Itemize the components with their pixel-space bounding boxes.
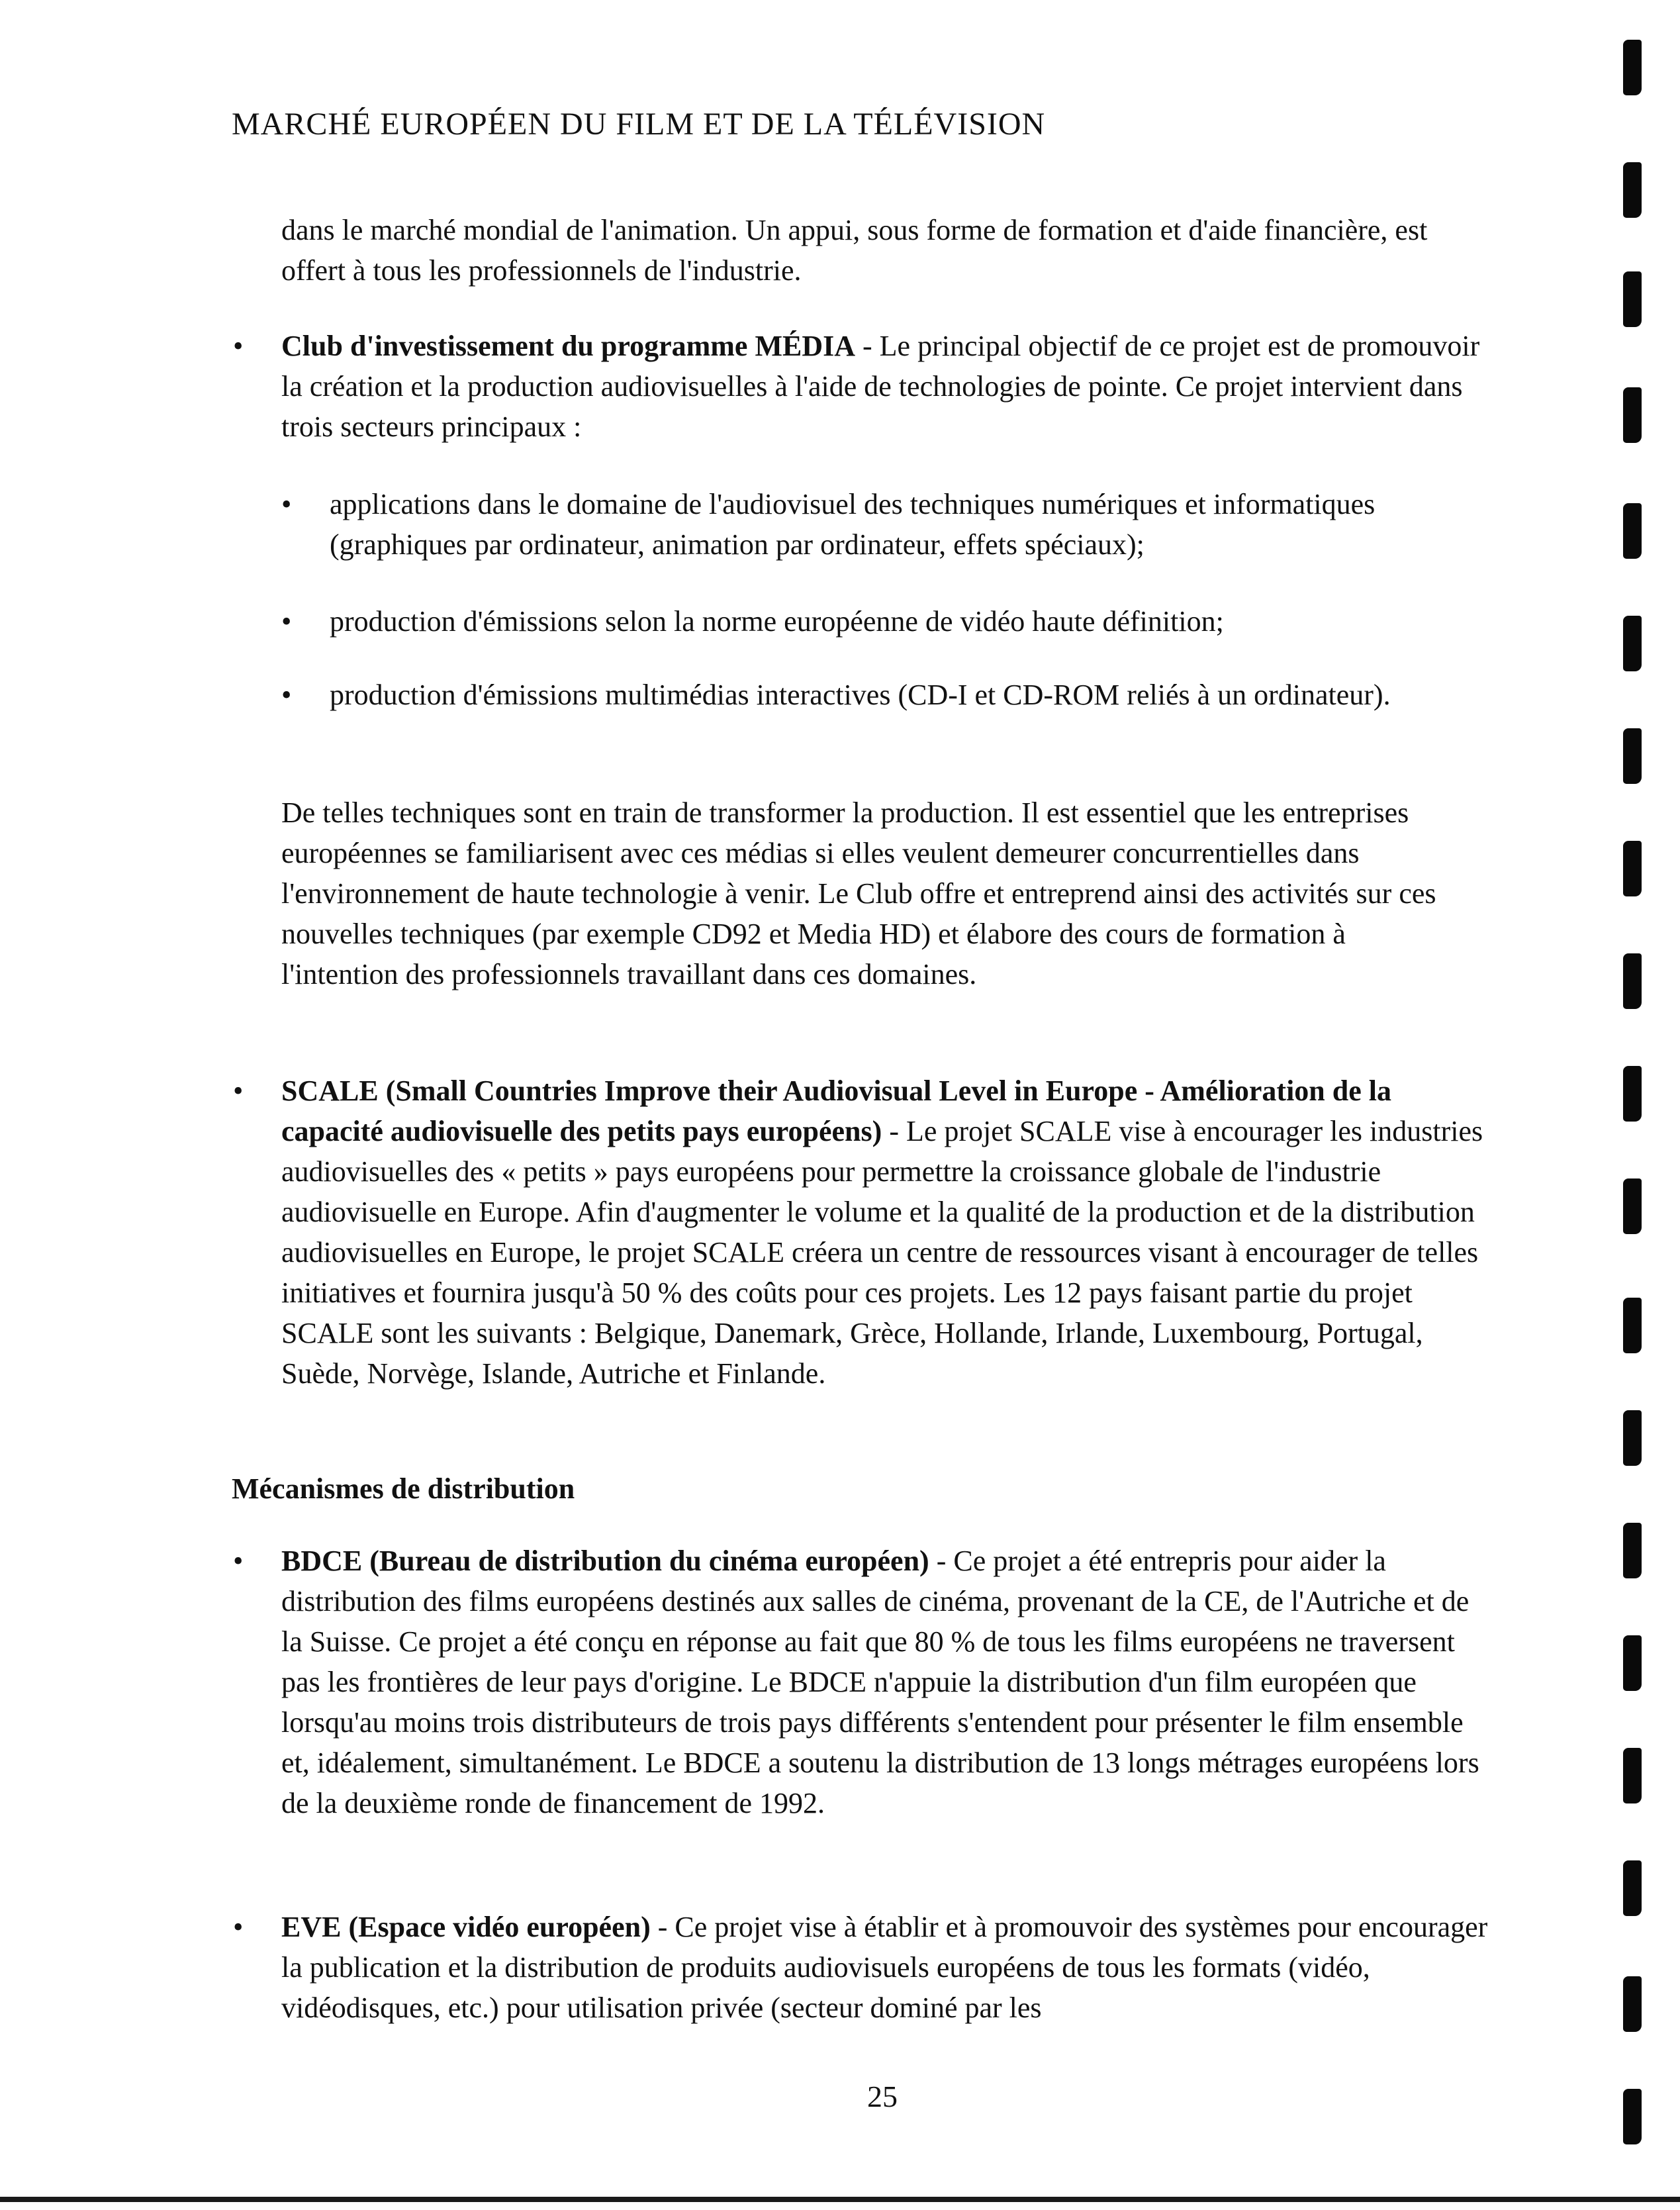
binding-mark bbox=[1623, 1410, 1642, 1466]
binding-mark bbox=[1623, 1635, 1642, 1691]
eve-paragraph bbox=[281, 1907, 1493, 2028]
bdce-paragraph bbox=[281, 1541, 1493, 1823]
binding-mark bbox=[1623, 1178, 1642, 1234]
binding-mark bbox=[1623, 728, 1642, 784]
binding-mark bbox=[1623, 841, 1642, 896]
binding-mark bbox=[1623, 271, 1642, 327]
bullet-marker: • bbox=[233, 1911, 244, 1943]
bdce-title: BDCE (Bureau de distribution du cinéma européen) bbox=[281, 1545, 929, 1577]
page-number: 25 bbox=[867, 2080, 898, 2113]
bullet-marker: • bbox=[233, 1075, 244, 1107]
club-subitem-1: applications dans le domaine de l'audiovisuel des techniques numériques et informatiques (graphiques par ordinateur, animation par ordinateur, effets spéciaux); bbox=[330, 488, 1376, 561]
eve-title: EVE (Espace vidéo européen) bbox=[281, 1911, 651, 1943]
bdce-text: - Ce projet a été entrepris pour aider la distribution des films européens destinés aux salles de cinéma, provenant de la CE, de l'Autriche et de la Suisse. Ce projet a été conçu en réponse au fait que 80 % de tous les films européens ne traversent pas les frontières de leur pays d'origine. Le BDCE n'appuie la distribution d'un film européen que lorsqu'au moins trois distributeurs de trois pays différents s'entendent pour présenter le film ensemble et, idéalement, simultanément. Le BDCE a soutenu la distribution de 13 longs métrages européens lors de la deuxième ronde de financement de 1992. bbox=[281, 1545, 1479, 1819]
binding-mark bbox=[1623, 387, 1642, 443]
sub-bullet-marker: • bbox=[281, 605, 292, 638]
sub-bullet-marker: • bbox=[281, 488, 292, 520]
binding-mark bbox=[1623, 1298, 1642, 1353]
club-followup-paragraph: De telles techniques sont en train de transformer la production. Il est essentiel que les entreprises européennes se familiarisent avec ces médias si elles veulent demeurer concurrentielles dans l'environnement de haute technologie à venir. Le Club offre et entreprend ainsi des activités sur ces nouvelles techniques (par exemple CD92 et Media HD) et élabore des cours de formation à l'intention des professionnels travaillant dans ces domaines. bbox=[281, 796, 1436, 990]
binding-mark bbox=[1623, 1523, 1642, 1578]
sub-bullet-marker: • bbox=[281, 679, 292, 711]
club-subitem-2: production d'émissions selon la norme européenne de vidéo haute définition; bbox=[330, 605, 1224, 638]
club-title: Club d'investissement du programme MÉDIA bbox=[281, 330, 856, 362]
bullet-marker: • bbox=[233, 330, 244, 362]
club-text: - Le principal objectif de ce projet est de promouvoir la création et la production audiovisuelles à l'aide de technologies de pointe. Ce projet intervient dans trois secteurs principaux : bbox=[281, 330, 1480, 443]
eve-text: - Ce projet vise à établir et à promouvoir des systèmes pour encourager la publication et la distribution de produits audiovisuels européens de tous les formats (vidéo, vidéodisques, etc.) pour utilisation privée (secteur dominé par les bbox=[281, 1911, 1488, 2024]
binding-mark bbox=[1623, 1860, 1642, 1916]
scale-title: SCALE (Small Countries Improve their Audiovisual Level in Europe - Amélioration de la capacité audiovisuelle des petits pays européens) bbox=[281, 1075, 1392, 1147]
binding-mark bbox=[1623, 40, 1642, 95]
intro-paragraph: dans le marché mondial de l'animation. Un appui, sous forme de formation et d'aide financière, est offert à tous les professionnels de l'industrie. bbox=[281, 214, 1428, 287]
binding-mark bbox=[1623, 503, 1642, 559]
scale-paragraph bbox=[281, 1071, 1493, 1394]
binding-mark bbox=[1623, 953, 1642, 1009]
binding-mark bbox=[1623, 1976, 1642, 2032]
binding-mark bbox=[1623, 616, 1642, 671]
club-paragraph bbox=[281, 326, 1493, 447]
binding-mark bbox=[1623, 1066, 1642, 1122]
binding-mark bbox=[1623, 2089, 1642, 2144]
bottom-rule bbox=[0, 2197, 1680, 2202]
club-subitem-3: production d'émissions multimédias interactives (CD-I et CD-ROM reliés à un ordinateur). bbox=[330, 679, 1391, 711]
binding-mark bbox=[1623, 162, 1642, 218]
scale-text: - Le projet SCALE vise à encourager les industries audiovisuelles des « petits » pays européens pour permettre la croissance globale de l'industrie audiovisuelle en Europe. Afin d'augmenter le volume et la qualité de la production et de la distribution audiovisuelles en Europe, le projet SCALE créera un centre de ressources visant à encourager de telles initiatives et fournira jusqu'à 50 % des coûts pour ces projets. Les 12 pays faisant partie du projet SCALE sont les suivants : Belgique, Danemark, Grèce, Hollande, Irlande, Luxembourg, Portugal, Suède, Norvège, Islande, Autriche et Finlande. bbox=[281, 1115, 1483, 1390]
binding-mark bbox=[1623, 1748, 1642, 1803]
section-heading: Mécanismes de distribution bbox=[232, 1472, 575, 1505]
bullet-marker: • bbox=[233, 1545, 244, 1577]
page-header: MARCHÉ EUROPÉEN DU FILM ET DE LA TÉLÉVISION bbox=[232, 107, 1046, 142]
